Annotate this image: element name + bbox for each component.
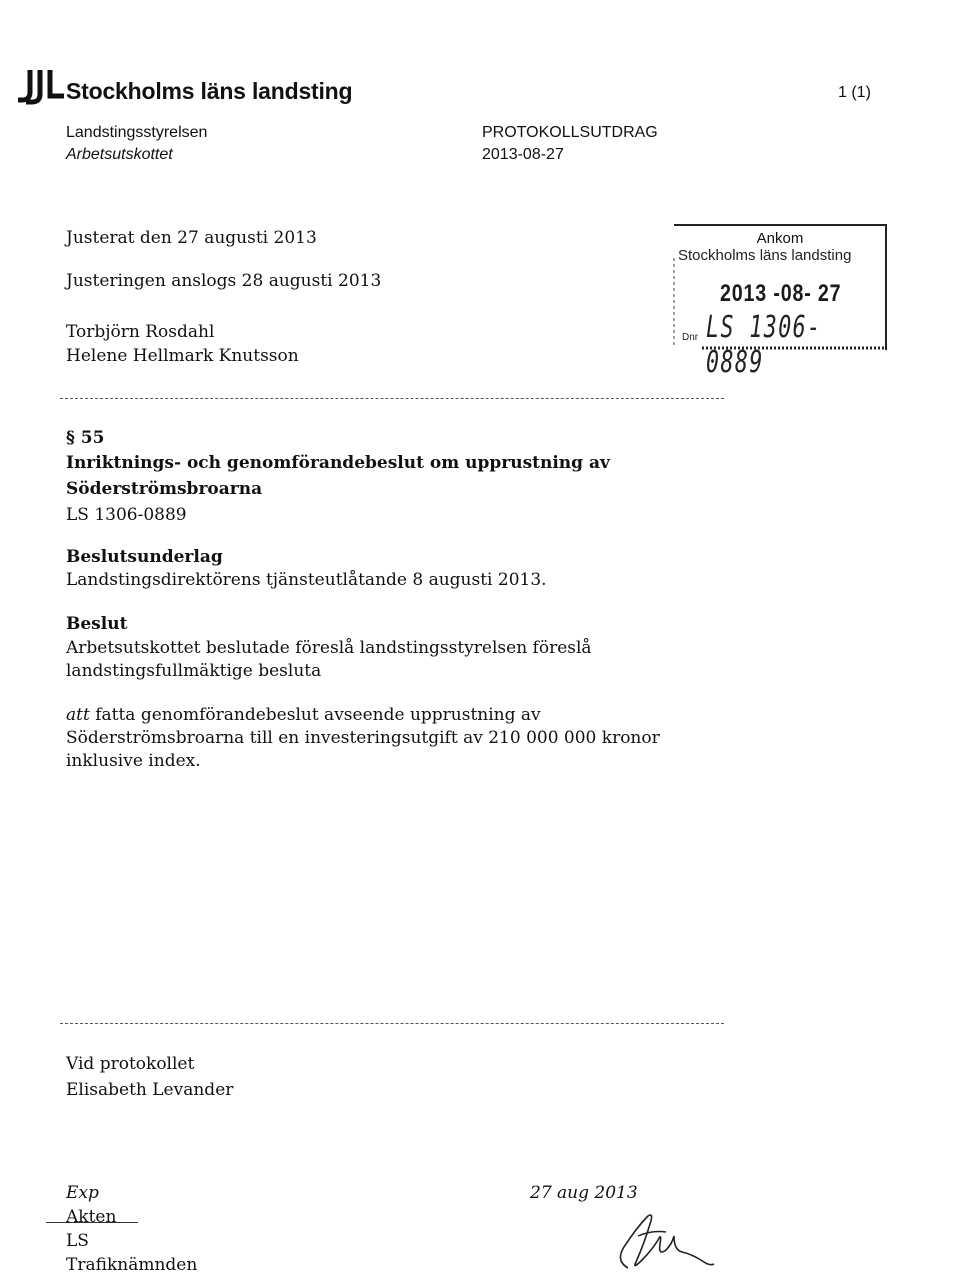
basis-text: Landstingsdirektörens tjänsteutlåtande 8 augusti 2013. xyxy=(66,570,547,590)
minutes-label: Vid protokollet xyxy=(66,1054,195,1074)
org-name: Stockholms läns landsting xyxy=(66,78,353,104)
adjuster-name: Helene Hellmark Knutsson xyxy=(66,346,299,366)
received-stamp xyxy=(672,222,888,380)
adjuster-name: Torbjörn Rosdahl xyxy=(66,322,215,342)
decision-text: landstingsfullmäktige besluta xyxy=(66,661,322,681)
underline xyxy=(46,1222,138,1223)
clause-text: fatta genomförandebeslut avseende upprustning av xyxy=(89,705,541,725)
divider xyxy=(60,1023,724,1024)
section-title: Söderströmsbroarna xyxy=(66,479,263,499)
decision-clause xyxy=(66,705,541,725)
decision-text: Arbetsutskottet beslutade föreslå landstingsstyrelsen föreslå xyxy=(66,638,592,658)
stamp-dnr-label: Dnr xyxy=(682,332,699,343)
stamp-org: Stockholms läns landsting xyxy=(678,247,852,264)
dispatch-date: 27 aug 2013 xyxy=(530,1183,638,1203)
adjusted-date: Justerat den 27 augusti 2013 xyxy=(66,228,317,248)
recipient: LS xyxy=(66,1231,89,1251)
basis-heading: Beslutsunderlag xyxy=(66,547,223,567)
document-date: 2013-08-27 xyxy=(482,146,564,163)
posted-date: Justeringen anslogs 28 augusti 2013 xyxy=(66,271,382,291)
document-type: PROTOKOLLSUTDRAG xyxy=(482,124,658,141)
page-number: 1 (1) xyxy=(838,84,871,101)
subcommittee-name: Arbetsutskottet xyxy=(66,146,173,163)
att-word: att xyxy=(66,705,90,725)
handwritten-signature xyxy=(608,1210,716,1274)
divider xyxy=(60,398,724,399)
stamp-date: 2013 -08- 27 xyxy=(720,280,842,307)
case-number: LS 1306-0889 xyxy=(66,505,187,525)
dispatch-label: Exp xyxy=(66,1183,99,1203)
stamp-dnr: LS 1306-0889 xyxy=(706,310,822,380)
decision-clause-text: inklusive index. xyxy=(66,751,201,771)
section-number: § 55 xyxy=(66,428,105,448)
stamp-label: Ankom xyxy=(756,230,804,247)
decision-heading: Beslut xyxy=(66,614,128,634)
recipient: Trafiknämnden xyxy=(66,1255,198,1275)
section-title: Inriktnings- och genomförandebeslut om upprustning av xyxy=(66,453,610,473)
decision-clause-text: Söderströmsbroarna till en investeringsutgift av 210 000 000 kronor xyxy=(66,728,660,748)
sll-logo xyxy=(16,66,66,108)
minutes-keeper: Elisabeth Levander xyxy=(66,1080,234,1100)
committee-name: Landstingsstyrelsen xyxy=(66,124,208,141)
recipient: Akten xyxy=(66,1207,117,1227)
